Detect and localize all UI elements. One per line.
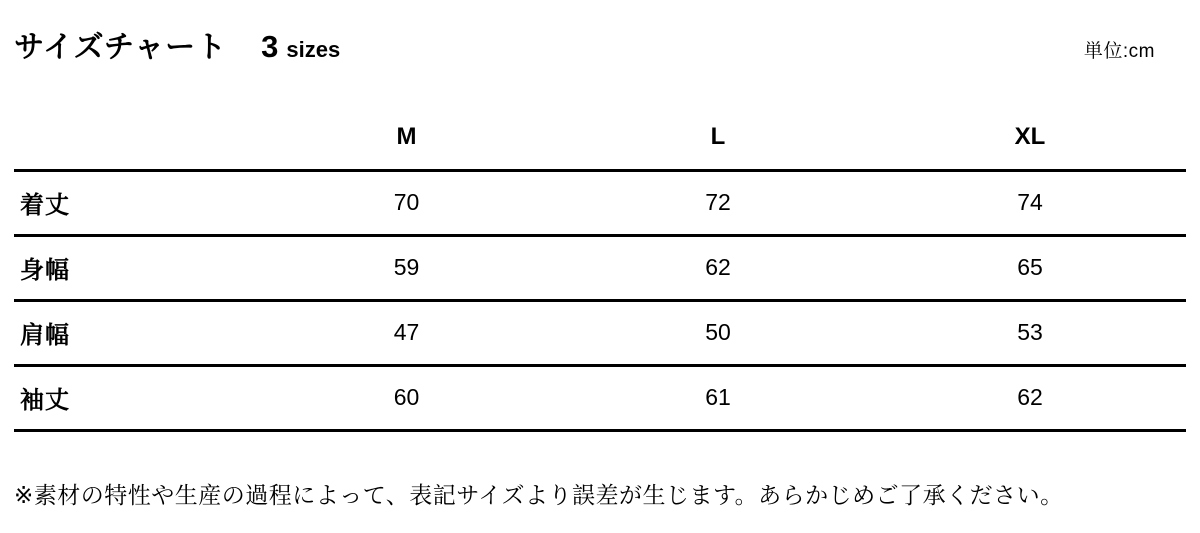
cell-body-length-l: 72 xyxy=(562,170,874,235)
column-header-l: L xyxy=(710,123,726,151)
row-label-shoulder-width: 肩幅 xyxy=(14,300,251,365)
title-size-suffix: sizes xyxy=(286,37,341,62)
column-header-xl: XL xyxy=(1014,123,1046,151)
cell-body-width-l: 62 xyxy=(562,235,874,300)
table-row-body-width xyxy=(14,235,1186,300)
table-header-row xyxy=(14,106,1186,170)
cell-body-length-xl: 74 xyxy=(874,170,1186,235)
table-row-shoulder-width xyxy=(14,300,1186,365)
row-label-body-length: 着丈 xyxy=(14,170,251,235)
cell-body-width-m: 59 xyxy=(251,235,562,300)
cell-body-width-xl: 65 xyxy=(874,235,1186,300)
table-row-sleeve-length xyxy=(14,365,1186,430)
cell-shoulder-width-l: 50 xyxy=(562,300,874,365)
cell-sleeve-length-m: 60 xyxy=(251,365,562,430)
title-text: サイズチャート xyxy=(14,31,228,64)
cell-sleeve-length-l: 61 xyxy=(562,365,874,430)
cell-sleeve-length-xl: 62 xyxy=(874,365,1186,430)
cell-shoulder-width-m: 47 xyxy=(251,300,562,365)
row-label-body-width: 身幅 xyxy=(14,235,251,300)
page-title xyxy=(14,22,340,66)
cell-body-length-m: 70 xyxy=(251,170,562,235)
header-spacer-cell xyxy=(14,106,251,170)
unit-label: 単位:cm xyxy=(1083,41,1155,62)
column-header-m: M xyxy=(396,123,417,151)
cell-shoulder-width-xl: 53 xyxy=(874,300,1186,365)
title-size-count: 3 xyxy=(261,29,279,64)
disclaimer-note: ※素材の特性や生産の過程によって、表記サイズより誤差が生じます。あらかじめご了承ください。 xyxy=(14,482,1064,508)
row-label-sleeve-length: 袖丈 xyxy=(14,365,251,430)
header xyxy=(14,0,1155,66)
size-table xyxy=(14,106,1186,432)
table-row-body-length xyxy=(14,170,1186,235)
